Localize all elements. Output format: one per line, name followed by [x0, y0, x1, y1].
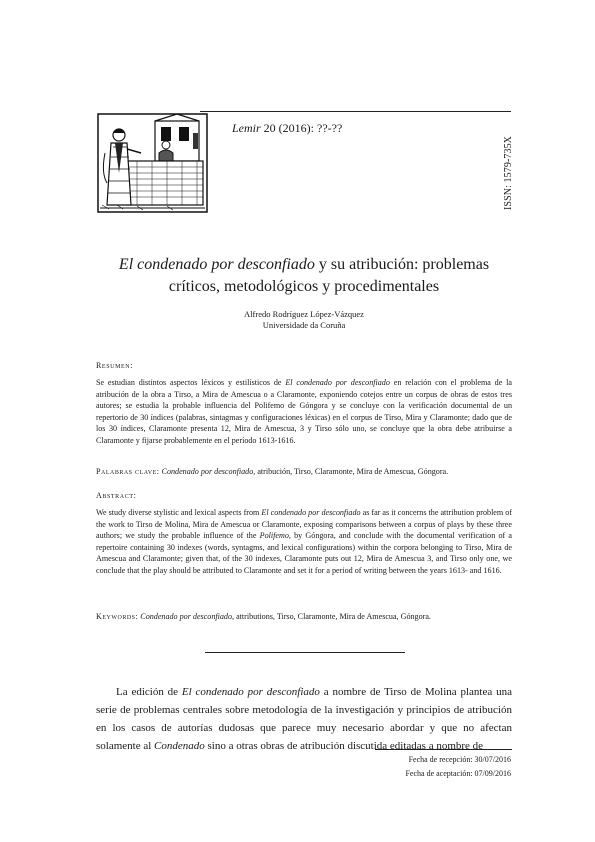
- date-received: Fecha de recepción: 30/07/2016: [408, 755, 511, 764]
- body-text-condenado: Condenado: [154, 740, 205, 752]
- abstract-text: [96, 507, 512, 577]
- abstract-text-c: as far as it concerns the attribution problem of the work to Tirso de Molina, Mira de Amescua or Claramonte, exposing comparisons between a corpus of plays by these three authors; we study the probable influence of the: [96, 508, 512, 541]
- abstract-text-polifemo: Polifemo: [259, 531, 289, 541]
- body-text-c: a nombre de Tirso de Molina plantea una serie de problemas centrales sobre metodología de la investigación y principios de atribución en los casos de autorías dudosas que parece muy necesario abordar y que no afectan solamente al: [96, 686, 512, 752]
- body-text-a: La edición de: [116, 686, 182, 698]
- title-line1-rest: y su atribución: problemas: [314, 256, 490, 273]
- resumen-text-a: Se estudian distintos aspectos léxicos y estilísticos de: [96, 378, 286, 387]
- palabras-clave-label: Palabras clave:: [96, 467, 160, 476]
- abstract-text-a: We study diverse stylistic and lexical aspects from: [96, 508, 262, 517]
- resumen-text-c: en relación con el problema de la atribución de la obra a Tirso, a Mira de Amescua o a Claramonte, exponiendo cotejos entre un corpus de obras de estos tres autores; se estudia la probable influencia del Polifemo de Góngora y se concluye con la verificación documental de un repertorio de 30 índices (palabras, sintagmas y configuraciones léxicas) en el corpus de Tirso, Mira y Claramonte; dado que de los 30 índices, Claramonte presenta 12, Mira de Amescua, 3 y Tirso sólo uno, se concluye que la obra debe atribuirse a Claramonte y fijarse probablemente en el período 1613-1616.: [96, 378, 512, 445]
- palabras-clave: [96, 466, 512, 478]
- palabras-clave-italic: Condenado por desconfiado: [159, 467, 254, 476]
- resumen-text-italic: El condenado por desconfiado: [285, 378, 390, 387]
- header-rule: [200, 111, 511, 112]
- journal-volume: 20 (2016): ??-??: [263, 121, 343, 135]
- keywords-rest: , attributions, Tirso, Claramonte, Mira de Amescua, Góngora.: [232, 612, 431, 621]
- keywords: [96, 611, 512, 623]
- journal-name: Lemir: [232, 121, 261, 135]
- section-separator: [205, 652, 405, 653]
- body-text-e: sino a otras obras de atribución discutida editadas a nombre de: [204, 740, 484, 752]
- keywords-label: Keywords:: [96, 612, 139, 621]
- body-paragraph: [96, 683, 512, 755]
- keywords-italic: Condenado por desconfiado: [138, 612, 233, 621]
- author-block: [96, 309, 512, 331]
- body-text-italic: El condenado por desconfiado: [181, 686, 320, 698]
- article-title: [96, 254, 512, 298]
- journal-citation: [232, 121, 342, 136]
- author-name: Alfredo Rodríguez López-Vázquez: [244, 309, 364, 319]
- abstract-label: Abstract:: [96, 491, 137, 500]
- issn-label: ISSN: 1579-735X: [503, 135, 514, 210]
- resumen-text: [96, 377, 512, 447]
- woodcut-illustration-icon: [97, 113, 208, 213]
- issn-container: [503, 120, 517, 210]
- submission-dates: [300, 753, 511, 781]
- palabras-clave-rest: , atribución, Tirso, Claramonte, Mira de Amescua, Góngora.: [253, 467, 449, 476]
- title-italic-part: El condenado por desconfiado: [118, 256, 315, 273]
- title-line2: críticos, metodológicos y procedimentales: [168, 278, 440, 295]
- date-accepted: Fecha de aceptación: 07/09/2016: [405, 769, 511, 778]
- footnote-rule: [375, 749, 512, 750]
- author-affiliation: Universidade da Coruña: [262, 320, 346, 330]
- abstract-text-e: , by Góngora, and conclude with the documental verification of a repertoire containing 30 indexes (words, syntagms, and lexical configurations) within the corpora belonging to Tirso, Mira de Amescua and Claramonte; given that, of the 30 indexes, Claramonte puts out 12, Mira de Amescua 3, and Tirso only one, we conclude that the play should be attributed to Claramonte and set it for a period of writing between the years 1613- and 1616.: [96, 531, 512, 575]
- resumen-label: Resumen:: [96, 361, 134, 370]
- abstract-text-italic: El condenado por desconfiado: [261, 508, 361, 517]
